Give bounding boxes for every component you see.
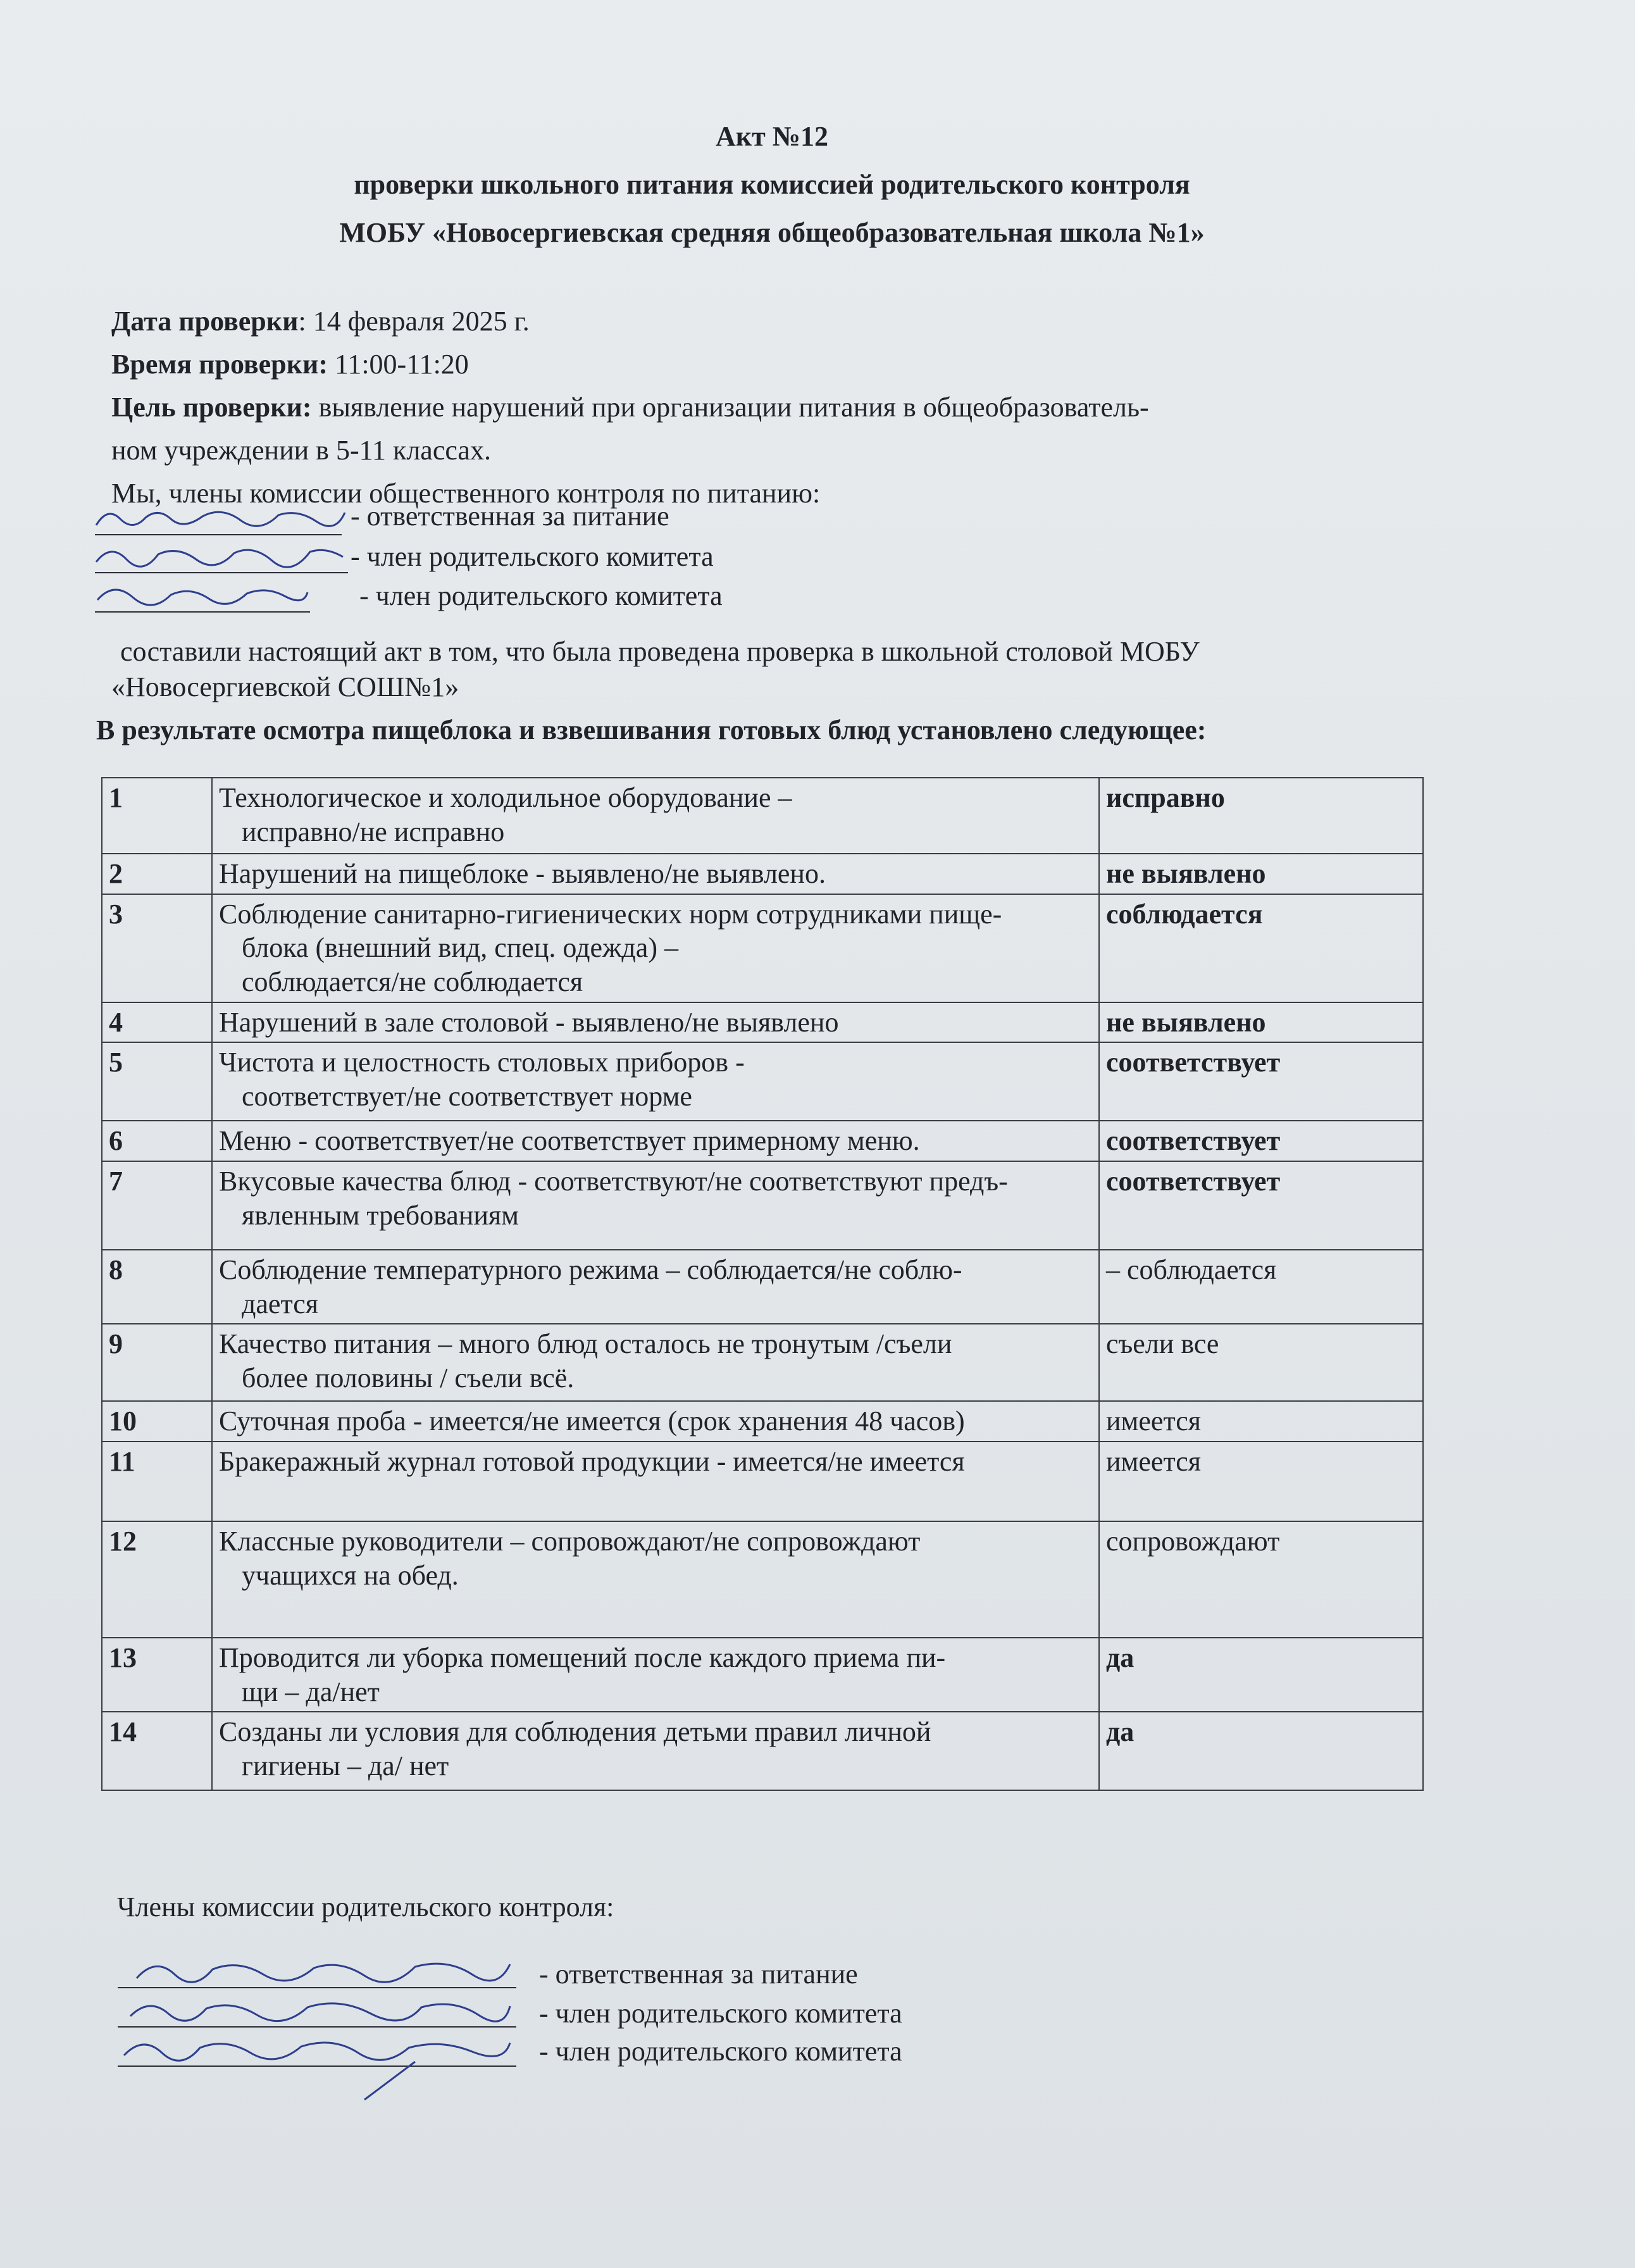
check-result: не выявлено — [1099, 1002, 1423, 1043]
check-result: соответствует — [1099, 1121, 1423, 1161]
member-role: - член родительского комитета — [539, 1998, 902, 2029]
check-result: да — [1099, 1712, 1423, 1790]
handwritten-signature — [118, 2030, 516, 2106]
check-row — [102, 854, 1423, 894]
check-row — [102, 1042, 1423, 1121]
check-criterion — [212, 1121, 1099, 1161]
checks-table-body — [102, 778, 1423, 1790]
check-criterion — [212, 854, 1099, 894]
check-row — [102, 1324, 1423, 1401]
member-role: - член родительского комитета — [359, 580, 723, 611]
check-criterion-line: учащихся на обед. — [242, 1559, 459, 1591]
check-number: 2 — [102, 854, 212, 894]
check-number: 1 — [102, 778, 212, 854]
check-criterion-line: Соблюдение температурного режима – соблюдается/не соблю- — [219, 1254, 962, 1286]
statement-line-1: составили настоящий акт в том, что была проведена проверка в школьной столовой МОБУ — [120, 636, 1200, 667]
check-number: 5 — [102, 1042, 212, 1121]
check-criterion-line: блока (внешний вид, спец. одежда) – — [242, 932, 678, 964]
handwritten-signature — [95, 538, 348, 576]
check-row — [102, 894, 1423, 1002]
handwritten-signature — [95, 577, 310, 615]
check-number: 13 — [102, 1638, 212, 1712]
check-criterion — [212, 1712, 1099, 1790]
check-row — [102, 1521, 1423, 1638]
check-criterion — [212, 778, 1099, 854]
check-criterion-line: Нарушений в зале столовой - выявлено/не выявлено — [219, 1006, 839, 1038]
member-role: - ответственная за питание — [351, 501, 669, 532]
check-row — [102, 1712, 1423, 1790]
check-criterion-line: более половины / съели всё. — [242, 1362, 575, 1394]
check-criterion-line: щи – да/нет — [242, 1676, 380, 1707]
member-role: - член родительского комитета — [539, 2036, 902, 2067]
check-criterion-line: Проводится ли уборка помещений после каждого приема пи- — [219, 1642, 946, 1674]
check-number: 6 — [102, 1121, 212, 1161]
check-number: 8 — [102, 1250, 212, 1324]
results-heading: В результате осмотра пищеблока и взвешивания готовых блюд установлено следующее: — [96, 714, 1207, 745]
member-role: - член родительского комитета — [351, 541, 714, 572]
check-criterion — [212, 1161, 1099, 1250]
check-criterion-line: Вкусовые качества блюд - соответствуют/не соответствуют предъ- — [219, 1166, 1008, 1197]
check-row — [102, 1002, 1423, 1043]
check-criterion — [212, 1250, 1099, 1324]
check-row — [102, 1638, 1423, 1712]
check-criterion-line: соответствует/не соответствует норме — [242, 1081, 692, 1112]
check-number: 11 — [102, 1442, 212, 1521]
check-criterion-line: соблюдается/не соблюдается — [242, 966, 583, 998]
check-criterion-line: Нарушений на пищеблоке - выявлено/не выявлено. — [219, 858, 826, 889]
check-criterion — [212, 1442, 1099, 1521]
check-number: 9 — [102, 1324, 212, 1401]
handwritten-signature — [118, 1953, 516, 1991]
check-number: 10 — [102, 1401, 212, 1442]
check-criterion-line: Классные руководители – сопровождают/не сопровождают — [219, 1526, 921, 1557]
check-result: – соблюдается — [1099, 1250, 1423, 1324]
check-criterion-line: исправно/не исправно — [242, 816, 505, 847]
check-result: имеется — [1099, 1401, 1423, 1442]
commission-intro: Мы, члены комиссии общественного контроля по питанию: — [111, 478, 821, 509]
act-subtitle: проверки школьного питания комиссией родительского контроля — [354, 169, 1190, 200]
check-row — [102, 1442, 1423, 1521]
handwritten-signature — [95, 500, 348, 538]
check-number: 7 — [102, 1161, 212, 1250]
check-result: не выявлено — [1099, 854, 1423, 894]
checks-table — [101, 777, 1424, 1791]
check-criterion — [212, 894, 1099, 1002]
check-criterion-line: Соблюдение санитарно-гигиенических норм сотрудниками пище- — [219, 898, 1002, 930]
check-criterion-line: явленным требованиям — [242, 1199, 519, 1231]
check-row — [102, 1250, 1423, 1324]
check-number: 4 — [102, 1002, 212, 1043]
member-role: - ответственная за питание — [539, 1959, 858, 1990]
inspection-time: Время проверки: 11:00-11:20 — [111, 349, 469, 380]
inspection-date: Дата проверки: 14 февраля 2025 г. — [111, 306, 530, 337]
check-criterion-line: дается — [242, 1288, 318, 1319]
check-number: 12 — [102, 1521, 212, 1638]
act-number: Акт №12 — [716, 121, 828, 152]
check-criterion — [212, 1638, 1099, 1712]
check-row — [102, 1161, 1423, 1250]
check-criterion — [212, 1042, 1099, 1121]
check-criterion-line: Технологическое и холодильное оборудование – — [219, 782, 792, 813]
check-criterion — [212, 1002, 1099, 1043]
handwritten-signature — [118, 1992, 516, 2030]
check-criterion-line: Чистота и целостность столовых приборов - — [219, 1047, 745, 1078]
check-criterion-line: Созданы ли условия для соблюдения детьми правил личной — [219, 1716, 931, 1748]
check-row — [102, 778, 1423, 854]
inspection-goal: Цель проверки: выявление нарушений при организации питания в общеобразователь- — [111, 392, 1149, 423]
school-name: МОБУ «Новосергиевская средняя общеобразовательная школа №1» — [339, 217, 1205, 248]
check-criterion-line: Суточная проба - имеется/не имеется (срок хранения 48 часов) — [219, 1405, 965, 1437]
check-criterion-line: Меню - соответствует/не соответствует примерному меню. — [219, 1125, 920, 1157]
check-criterion-line: гигиены – да/ нет — [242, 1750, 449, 1782]
check-number: 14 — [102, 1712, 212, 1790]
check-result: соответствует — [1099, 1161, 1423, 1250]
check-criterion — [212, 1324, 1099, 1401]
check-result: соблюдается — [1099, 894, 1423, 1002]
check-result: имеется — [1099, 1442, 1423, 1521]
check-result: сопровождают — [1099, 1521, 1423, 1638]
check-criterion — [212, 1401, 1099, 1442]
check-row — [102, 1121, 1423, 1161]
check-result: да — [1099, 1638, 1423, 1712]
check-criterion-line: Бракеражный журнал готовой продукции - имеется/не имеется — [219, 1446, 965, 1478]
check-criterion — [212, 1521, 1099, 1638]
check-criterion-line: Качество питания – много блюд осталось не тронутым /съели — [219, 1328, 952, 1360]
statement-line-2: «Новосергиевской СОШ№1» — [111, 671, 459, 702]
check-row — [102, 1401, 1423, 1442]
check-result: съели все — [1099, 1324, 1423, 1401]
footer-heading: Члены комиссии родительского контроля: — [117, 1891, 614, 1922]
inspection-goal-cont: ном учреждении в 5-11 классах. — [111, 435, 491, 466]
check-number: 3 — [102, 894, 212, 1002]
check-result: соответствует — [1099, 1042, 1423, 1121]
check-result: исправно — [1099, 778, 1423, 854]
